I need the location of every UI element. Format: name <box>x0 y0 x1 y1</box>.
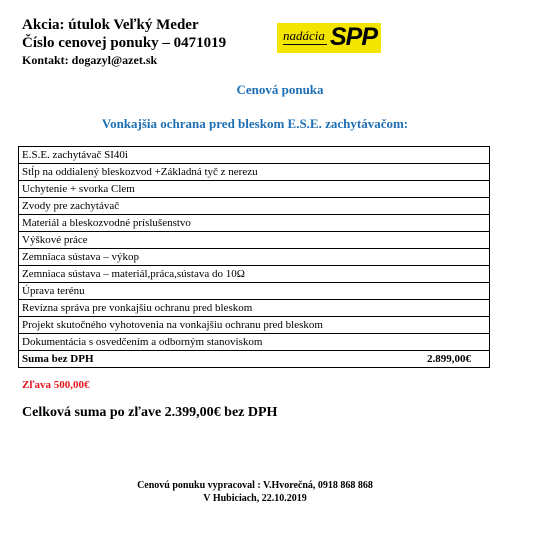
item-cell: Stĺp na oddialený bleskozvod +Základná tyč z nerezu <box>19 164 490 181</box>
footer-author: Cenovú ponuku vypracoval : V.Hvorečná, 0918 868 868 <box>137 480 373 491</box>
table-row <box>19 334 490 351</box>
table-row <box>19 300 490 317</box>
logo-text-nadacia: nadácia <box>283 28 325 43</box>
item-cell: Materiál a bleskozvodné príslušenstvo <box>19 215 490 232</box>
table-row <box>19 198 490 215</box>
table-row <box>19 232 490 249</box>
footer-block <box>0 479 510 505</box>
table-row <box>19 215 490 232</box>
items-table <box>18 146 490 368</box>
item-cell: Zemniaca sústava – výkop <box>19 249 490 266</box>
spp-foundation-logo <box>277 23 381 53</box>
header-offer-number: Číslo cenovej ponuky – 0471019 <box>22 35 227 51</box>
table-row <box>19 317 490 334</box>
item-cell: Výškové práce <box>19 232 490 249</box>
item-cell: Zemniaca sústava – materiál,práca,sústava do 10Ω <box>19 266 490 283</box>
table-row <box>19 283 490 300</box>
table-row <box>19 164 490 181</box>
item-cell: Revízna správa pre vonkajšiu ochranu pred bleskom <box>19 300 490 317</box>
item-cell: Projekt skutočného vyhotovenia na vonkajšiu ochranu pred bleskom <box>19 317 490 334</box>
sum-row <box>19 351 490 368</box>
document-subtitle: Vonkajšia ochrana pred bleskom E.S.E. zachytávačom: <box>101 116 409 131</box>
sum-value: 2.899,00€ <box>274 351 489 368</box>
header-block <box>22 16 226 68</box>
table-row <box>19 266 490 283</box>
table-row <box>19 147 490 164</box>
header-contact: Kontakt: dogazyl@azet.sk <box>22 53 158 67</box>
table-row <box>19 181 490 198</box>
table-row <box>19 249 490 266</box>
total-text: Celková suma po zľave 2.399,00€ bez DPH <box>22 405 278 420</box>
item-cell: Zvody pre zachytávač <box>19 198 490 215</box>
item-cell: Úprava terénu <box>19 283 490 300</box>
item-cell: E.S.E. zachytávač SI40i <box>19 147 490 164</box>
document-title: Cenová ponuka <box>236 82 324 97</box>
footer-place-date: V Hubiciach, 22.10.2019 <box>203 493 307 504</box>
item-cell: Dokumentácia s osvedčením a odborným stanoviskom <box>19 334 490 351</box>
logo-text-spp: SPP <box>329 23 377 51</box>
header-action: Akcia: útulok Veľký Meder <box>22 17 199 33</box>
discount-text: Zľava 500,00€ <box>22 379 90 391</box>
item-cell: Uchytenie + svorka Clem <box>19 181 490 198</box>
sum-label: Suma bez DPH <box>19 351 275 368</box>
